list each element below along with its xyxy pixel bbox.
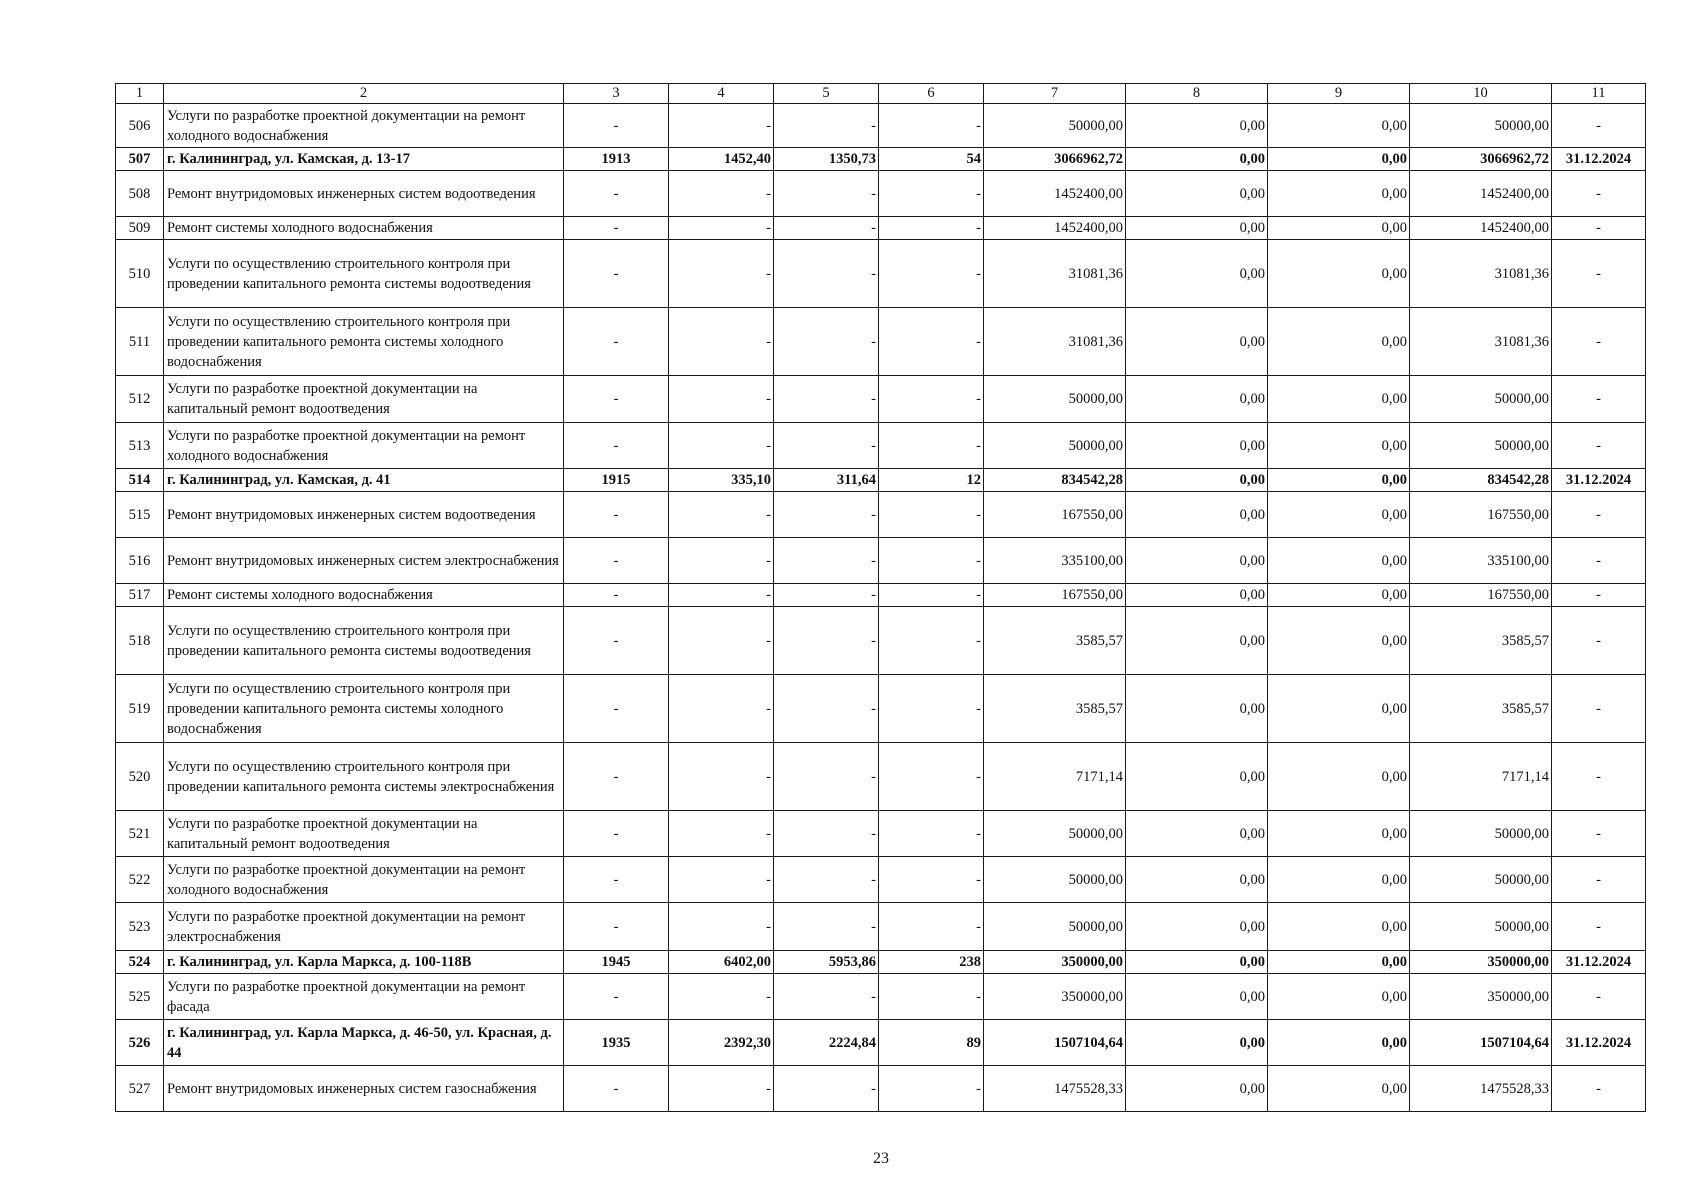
table-row [116,217,1646,240]
item-name-cell: Услуги по осуществлению строительного контроля при проведении капитального ремонта системы холодного водоснабжения [164,675,564,743]
cell-col-8: 0,00 [1126,148,1268,171]
cell-col-10: 1452400,00 [1410,171,1552,217]
cell-col-4: - [669,811,774,857]
cell-col-7: 50000,00 [984,423,1126,469]
table-row [116,584,1646,607]
cell-col-8: 0,00 [1126,951,1268,974]
row-number-cell: 523 [116,903,164,951]
cell-col-8: 0,00 [1126,857,1268,903]
cell-col-5: - [774,903,879,951]
cell-col-3: - [564,811,669,857]
cell-col-10: 50000,00 [1410,376,1552,423]
cell-col-10: 167550,00 [1410,492,1552,538]
item-name-cell: Ремонт системы холодного водоснабжения [164,217,564,240]
cell-col-9: 0,00 [1268,423,1410,469]
column-number-cell: 8 [1126,84,1268,104]
cell-col-8: 0,00 [1126,1066,1268,1112]
cell-col-11: - [1552,675,1646,743]
table-row [116,492,1646,538]
item-name-cell: Услуги по осуществлению строительного контроля при проведении капитального ремонта системы водоотведения [164,607,564,675]
row-number-cell: 518 [116,607,164,675]
cell-col-4: - [669,903,774,951]
cell-col-3: - [564,104,669,148]
cell-col-5: - [774,974,879,1020]
cell-col-4: - [669,743,774,811]
cell-col-8: 0,00 [1126,743,1268,811]
table-row [116,148,1646,171]
cell-col-5: - [774,240,879,308]
item-name-cell: Услуги по осуществлению строительного контроля при проведении капитального ремонта системы холодного водоснабжения [164,308,564,376]
table-row [116,376,1646,423]
cell-col-8: 0,00 [1126,376,1268,423]
item-name-cell: Ремонт системы холодного водоснабжения [164,584,564,607]
cell-col-4: - [669,104,774,148]
cell-col-4: - [669,240,774,308]
cell-col-6: - [879,423,984,469]
cell-col-11: 31.12.2024 [1552,1020,1646,1066]
cell-col-5: 5953,86 [774,951,879,974]
row-number-cell: 519 [116,675,164,743]
table-row [116,951,1646,974]
column-number-cell: 10 [1410,84,1552,104]
row-number-cell: 517 [116,584,164,607]
cell-col-3: - [564,1066,669,1112]
cell-col-10: 50000,00 [1410,811,1552,857]
cell-col-8: 0,00 [1126,308,1268,376]
cell-col-8: 0,00 [1126,104,1268,148]
cell-col-3: - [564,538,669,584]
column-number-cell: 1 [116,84,164,104]
cell-col-9: 0,00 [1268,217,1410,240]
cell-col-9: 0,00 [1268,951,1410,974]
cell-col-7: 31081,36 [984,240,1126,308]
cell-col-6: - [879,308,984,376]
cell-col-4: - [669,171,774,217]
cell-col-3: - [564,308,669,376]
cell-col-3: - [564,675,669,743]
cell-col-5: - [774,171,879,217]
item-name-cell: Ремонт внутридомовых инженерных систем водоотведения [164,171,564,217]
row-number-cell: 524 [116,951,164,974]
table-body [116,84,1646,1112]
cell-col-10: 834542,28 [1410,469,1552,492]
column-number-cell: 3 [564,84,669,104]
table-row [116,903,1646,951]
cell-col-5: - [774,104,879,148]
cell-col-3: - [564,974,669,1020]
cell-col-3: - [564,584,669,607]
cell-col-8: 0,00 [1126,469,1268,492]
cell-col-3: - [564,171,669,217]
cell-col-8: 0,00 [1126,1020,1268,1066]
cell-col-9: 0,00 [1268,1020,1410,1066]
cell-col-11: - [1552,492,1646,538]
row-number-cell: 525 [116,974,164,1020]
cell-col-5: - [774,811,879,857]
item-name-cell: Ремонт внутридомовых инженерных систем газоснабжения [164,1066,564,1112]
row-number-cell: 527 [116,1066,164,1112]
cell-col-7: 1475528,33 [984,1066,1126,1112]
cell-col-4: - [669,308,774,376]
cell-col-9: 0,00 [1268,743,1410,811]
cell-col-6: - [879,974,984,1020]
row-number-cell: 508 [116,171,164,217]
cell-col-5: - [774,607,879,675]
cell-col-6: 89 [879,1020,984,1066]
cell-col-9: 0,00 [1268,104,1410,148]
cell-col-11: - [1552,104,1646,148]
cell-col-11: - [1552,240,1646,308]
cell-col-4: - [669,584,774,607]
cell-col-7: 335100,00 [984,538,1126,584]
table-row [116,423,1646,469]
cell-col-7: 167550,00 [984,584,1126,607]
row-number-cell: 526 [116,1020,164,1066]
cell-col-8: 0,00 [1126,903,1268,951]
cell-col-9: 0,00 [1268,492,1410,538]
table-row [116,675,1646,743]
cell-col-9: 0,00 [1268,538,1410,584]
cell-col-11: - [1552,171,1646,217]
cell-col-4: - [669,675,774,743]
cell-col-7: 834542,28 [984,469,1126,492]
cell-col-6: - [879,376,984,423]
cell-col-10: 3585,57 [1410,607,1552,675]
cell-col-10: 31081,36 [1410,240,1552,308]
cell-col-6: - [879,492,984,538]
cell-col-3: - [564,376,669,423]
table-row [116,743,1646,811]
cell-col-4: - [669,1066,774,1112]
cell-col-3: - [564,607,669,675]
table-row [116,240,1646,308]
cell-col-5: 2224,84 [774,1020,879,1066]
column-number-cell: 7 [984,84,1126,104]
row-number-cell: 515 [116,492,164,538]
cell-col-4: - [669,217,774,240]
cell-col-9: 0,00 [1268,308,1410,376]
cell-col-10: 167550,00 [1410,584,1552,607]
cell-col-5: 311,64 [774,469,879,492]
cell-col-11: - [1552,607,1646,675]
cell-col-11: - [1552,974,1646,1020]
cell-col-11: - [1552,376,1646,423]
item-name-cell: Услуги по разработке проектной документации на капитальный ремонт водоотведения [164,376,564,423]
cell-col-4: - [669,607,774,675]
cell-col-8: 0,00 [1126,492,1268,538]
item-name-cell: Услуги по разработке проектной документации на ремонт фасада [164,974,564,1020]
column-number-cell: 5 [774,84,879,104]
cell-col-6: - [879,217,984,240]
cell-col-4: 335,10 [669,469,774,492]
table-row [116,171,1646,217]
cell-col-3: - [564,423,669,469]
item-name-cell: г. Калининград, ул. Карла Маркса, д. 46-50, ул. Красная, д. 44 [164,1020,564,1066]
item-name-cell: г. Калининград, ул. Карла Маркса, д. 100-118В [164,951,564,974]
cell-col-8: 0,00 [1126,423,1268,469]
cell-col-11: - [1552,903,1646,951]
cell-col-8: 0,00 [1126,171,1268,217]
cell-col-4: - [669,974,774,1020]
table-row [116,469,1646,492]
cell-col-6: - [879,584,984,607]
cell-col-3: 1915 [564,469,669,492]
cell-col-3: - [564,857,669,903]
cell-col-6: - [879,857,984,903]
row-number-cell: 509 [116,217,164,240]
item-name-cell: Ремонт внутридомовых инженерных систем водоотведения [164,492,564,538]
cell-col-10: 1452400,00 [1410,217,1552,240]
cell-col-7: 50000,00 [984,903,1126,951]
row-number-cell: 516 [116,538,164,584]
cell-col-10: 31081,36 [1410,308,1552,376]
cell-col-9: 0,00 [1268,376,1410,423]
page-number: 23 [873,1150,889,1167]
cell-col-11: - [1552,423,1646,469]
cell-col-4: - [669,423,774,469]
cell-col-7: 31081,36 [984,308,1126,376]
cell-col-5: - [774,1066,879,1112]
cell-col-6: - [879,811,984,857]
row-number-cell: 512 [116,376,164,423]
cell-col-4: 6402,00 [669,951,774,974]
cell-col-7: 50000,00 [984,376,1126,423]
row-number-cell: 507 [116,148,164,171]
cell-col-3: - [564,903,669,951]
cell-col-5: - [774,675,879,743]
cell-col-10: 50000,00 [1410,104,1552,148]
cell-col-10: 50000,00 [1410,903,1552,951]
item-name-cell: Услуги по осуществлению строительного контроля при проведении капитального ремонта системы водоотведения [164,240,564,308]
cell-col-9: 0,00 [1268,584,1410,607]
cell-col-3: 1935 [564,1020,669,1066]
cell-col-7: 7171,14 [984,743,1126,811]
cell-col-5: - [774,376,879,423]
cell-col-7: 3066962,72 [984,148,1126,171]
column-number-cell: 11 [1552,84,1646,104]
item-name-cell: Услуги по разработке проектной документации на ремонт электроснабжения [164,903,564,951]
cell-col-9: 0,00 [1268,903,1410,951]
cell-col-11: 31.12.2024 [1552,469,1646,492]
item-name-cell: Услуги по разработке проектной документации на ремонт холодного водоснабжения [164,104,564,148]
cell-col-11: - [1552,857,1646,903]
cell-col-6: 12 [879,469,984,492]
cell-col-8: 0,00 [1126,675,1268,743]
cell-col-7: 1507104,64 [984,1020,1126,1066]
column-number-cell: 2 [164,84,564,104]
table-row [116,1066,1646,1112]
table-row [116,538,1646,584]
cell-col-4: - [669,857,774,903]
item-name-cell: Услуги по разработке проектной документации на капитальный ремонт водоотведения [164,811,564,857]
cell-col-6: - [879,743,984,811]
cell-col-4: - [669,538,774,584]
cell-col-11: - [1552,538,1646,584]
cell-col-5: - [774,857,879,903]
row-number-cell: 514 [116,469,164,492]
cell-col-11: - [1552,217,1646,240]
cell-col-6: - [879,171,984,217]
item-name-cell: Услуги по разработке проектной документации на ремонт холодного водоснабжения [164,857,564,903]
cell-col-7: 50000,00 [984,811,1126,857]
table-row [116,104,1646,148]
table-row [116,607,1646,675]
cell-col-9: 0,00 [1268,675,1410,743]
cell-col-7: 350000,00 [984,974,1126,1020]
cell-col-10: 7171,14 [1410,743,1552,811]
column-number-cell: 9 [1268,84,1410,104]
cell-col-6: - [879,240,984,308]
cell-col-5: - [774,492,879,538]
cell-col-11: - [1552,308,1646,376]
cell-col-10: 50000,00 [1410,423,1552,469]
cell-col-8: 0,00 [1126,584,1268,607]
cell-col-8: 0,00 [1126,607,1268,675]
cell-col-4: - [669,492,774,538]
row-number-cell: 520 [116,743,164,811]
cell-col-4: 1452,40 [669,148,774,171]
cell-col-8: 0,00 [1126,811,1268,857]
cell-col-7: 1452400,00 [984,217,1126,240]
cell-col-11: - [1552,584,1646,607]
item-name-cell: Услуги по разработке проектной документации на ремонт холодного водоснабжения [164,423,564,469]
cell-col-3: - [564,217,669,240]
row-number-cell: 511 [116,308,164,376]
cell-col-9: 0,00 [1268,240,1410,308]
cell-col-7: 50000,00 [984,857,1126,903]
cell-col-8: 0,00 [1126,974,1268,1020]
cell-col-10: 335100,00 [1410,538,1552,584]
cell-col-11: - [1552,1066,1646,1112]
cell-col-6: - [879,675,984,743]
cell-col-4: - [669,376,774,423]
row-number-cell: 522 [116,857,164,903]
cell-col-10: 3585,57 [1410,675,1552,743]
cell-col-6: - [879,104,984,148]
item-name-cell: Услуги по осуществлению строительного контроля при проведении капитального ремонта системы электроснабжения [164,743,564,811]
column-number-row [116,84,1646,104]
cell-col-10: 50000,00 [1410,857,1552,903]
table-row [116,308,1646,376]
cell-col-11: 31.12.2024 [1552,951,1646,974]
cell-col-5: - [774,584,879,607]
cell-col-10: 350000,00 [1410,951,1552,974]
cell-col-5: - [774,743,879,811]
row-number-cell: 513 [116,423,164,469]
cell-col-5: - [774,308,879,376]
cell-col-10: 3066962,72 [1410,148,1552,171]
cell-col-7: 1452400,00 [984,171,1126,217]
table-row [116,857,1646,903]
cell-col-6: - [879,903,984,951]
cell-col-6: - [879,607,984,675]
item-name-cell: Ремонт внутридомовых инженерных систем электроснабжения [164,538,564,584]
table-row [116,974,1646,1020]
cell-col-9: 0,00 [1268,469,1410,492]
cell-col-6: 54 [879,148,984,171]
cell-col-8: 0,00 [1126,538,1268,584]
cell-col-3: 1913 [564,148,669,171]
cell-col-5: - [774,538,879,584]
cell-col-9: 0,00 [1268,171,1410,217]
cell-col-7: 350000,00 [984,951,1126,974]
cell-col-7: 167550,00 [984,492,1126,538]
cell-col-10: 1507104,64 [1410,1020,1552,1066]
cell-col-9: 0,00 [1268,857,1410,903]
cell-col-10: 350000,00 [1410,974,1552,1020]
cell-col-3: - [564,240,669,308]
cell-col-9: 0,00 [1268,974,1410,1020]
cell-col-8: 0,00 [1126,217,1268,240]
column-number-cell: 6 [879,84,984,104]
table-row [116,1020,1646,1066]
cell-col-3: 1945 [564,951,669,974]
cell-col-5: - [774,217,879,240]
item-name-cell: г. Калининград, ул. Камская, д. 13-17 [164,148,564,171]
cell-col-8: 0,00 [1126,240,1268,308]
data-table [115,83,1646,1112]
cell-col-6: 238 [879,951,984,974]
item-name-cell: г. Калининград, ул. Камская, д. 41 [164,469,564,492]
cell-col-5: - [774,423,879,469]
cell-col-7: 3585,57 [984,675,1126,743]
cell-col-7: 3585,57 [984,607,1126,675]
cell-col-11: - [1552,743,1646,811]
cell-col-9: 0,00 [1268,148,1410,171]
cell-col-9: 0,00 [1268,811,1410,857]
cell-col-10: 1475528,33 [1410,1066,1552,1112]
cell-col-6: - [879,538,984,584]
cell-col-11: - [1552,811,1646,857]
row-number-cell: 521 [116,811,164,857]
cell-col-9: 0,00 [1268,607,1410,675]
cell-col-5: 1350,73 [774,148,879,171]
cell-col-7: 50000,00 [984,104,1126,148]
cell-col-3: - [564,743,669,811]
cell-col-3: - [564,492,669,538]
cell-col-9: 0,00 [1268,1066,1410,1112]
row-number-cell: 506 [116,104,164,148]
row-number-cell: 510 [116,240,164,308]
cell-col-4: 2392,30 [669,1020,774,1066]
cell-col-6: - [879,1066,984,1112]
column-number-cell: 4 [669,84,774,104]
table-row [116,811,1646,857]
cell-col-11: 31.12.2024 [1552,148,1646,171]
